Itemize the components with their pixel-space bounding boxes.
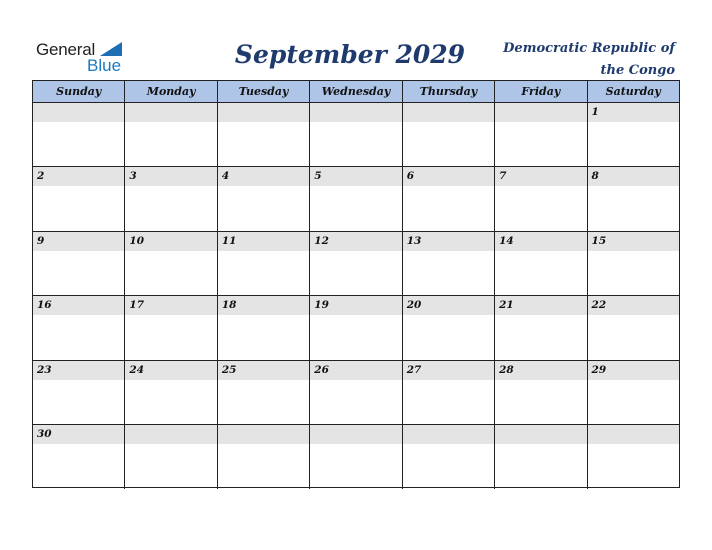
day-number: 16 [37,299,52,312]
day-cell [494,425,586,489]
weekday-monday: Monday [124,81,216,102]
day-number-band [218,103,309,122]
day-cell [124,361,216,424]
day-number-band [310,425,401,444]
day-number-band [125,103,216,122]
day-cell [494,167,586,230]
day-cell [587,103,679,166]
weekday-header-row [33,81,679,103]
day-cell [217,232,309,295]
day-number-band [403,103,494,122]
day-cell [33,232,124,295]
day-number-band [495,167,586,186]
day-number: 12 [314,234,329,247]
day-cell [494,103,586,166]
day-cell [402,296,494,359]
day-number: 25 [221,363,237,376]
day-cell [33,361,124,424]
day-number: 13 [406,234,422,247]
logo-text-general: General [36,40,96,59]
day-cell [124,296,216,359]
week-row [33,232,679,296]
day-number: 11 [221,234,237,247]
week-row [33,361,679,425]
day-number: 6 [406,170,414,183]
day-number: 2 [37,170,45,183]
week-row [33,425,679,489]
day-number: 15 [591,234,607,247]
day-cell [494,296,586,359]
weekday-sunday: Sunday [56,85,102,98]
day-cell [494,232,586,295]
day-number: 22 [591,299,607,312]
day-cell [33,103,124,166]
weekday-thursday: Thursday [402,81,494,102]
day-number-band [403,167,494,186]
week-row [33,167,679,231]
day-cell [309,167,401,230]
day-cell [217,167,309,230]
day-cell [587,361,679,424]
day-number: 18 [221,299,237,312]
day-cell [33,167,124,230]
day-cell [494,361,586,424]
day-cell [587,232,679,295]
day-number: 19 [314,299,329,312]
logo-text-blue: Blue [87,56,122,75]
day-number-band [33,103,124,122]
day-number-band [403,425,494,444]
day-cell [587,425,679,489]
day-number-band [588,103,679,122]
day-number: 5 [314,170,322,183]
day-cell [402,232,494,295]
day-cell [217,361,309,424]
day-cell [217,296,309,359]
day-cell [309,425,401,489]
day-number: 20 [406,299,422,312]
day-number: 27 [406,363,422,376]
day-number: 10 [129,234,145,247]
day-number: 8 [591,170,599,183]
day-number: 17 [129,299,145,312]
day-number: 7 [499,170,507,183]
day-number-band [310,103,401,122]
day-cell [309,361,401,424]
day-number-band [218,167,309,186]
day-cell [124,167,216,230]
calendar-grid [32,80,680,488]
country-name-line-2: the Congo [600,63,675,78]
day-number: 23 [37,363,52,376]
day-number: 30 [37,427,52,440]
day-number: 4 [221,170,230,183]
day-number-band [495,103,586,122]
day-cell [402,425,494,489]
weekday-saturday: Saturday [587,81,679,102]
day-number: 3 [129,170,137,183]
weekday-tuesday: Tuesday [217,81,309,102]
day-number: 28 [499,363,514,376]
day-cell [402,103,494,166]
weekday-friday: Friday [494,81,586,102]
day-number: 26 [314,363,329,376]
calendar-title: September 2029 [234,40,466,69]
day-number-band [588,425,679,444]
day-cell [402,361,494,424]
day-number-band [33,232,124,251]
day-number-band [125,425,216,444]
day-cell [309,103,401,166]
day-number: 14 [499,234,514,247]
day-cell [124,425,216,489]
day-number: 1 [591,106,599,118]
day-cell [124,232,216,295]
day-cell [309,232,401,295]
day-cell [587,167,679,230]
day-cell [124,103,216,166]
weeks-container [33,103,679,489]
day-cell [33,296,124,359]
day-cell [217,425,309,489]
day-number: 9 [37,234,45,247]
weekday-wednesday: Wednesday [309,81,401,102]
day-cell [402,167,494,230]
day-number: 21 [499,299,514,312]
day-cell [587,296,679,359]
week-row [33,296,679,360]
day-cell [217,103,309,166]
day-number-band [33,167,124,186]
day-number-band [588,167,679,186]
country-name [475,38,675,82]
week-row [33,103,679,167]
day-number-band [218,425,309,444]
day-number: 29 [591,363,607,376]
day-number-band [125,167,216,186]
day-number-band [310,167,401,186]
generalblue-logo [36,40,136,74]
country-name-line-1: Democratic Republic of [503,41,675,56]
logo-triangle-icon [100,42,122,56]
day-number: 24 [129,363,145,376]
day-number-band [495,425,586,444]
day-cell [309,296,401,359]
day-cell [33,425,124,489]
